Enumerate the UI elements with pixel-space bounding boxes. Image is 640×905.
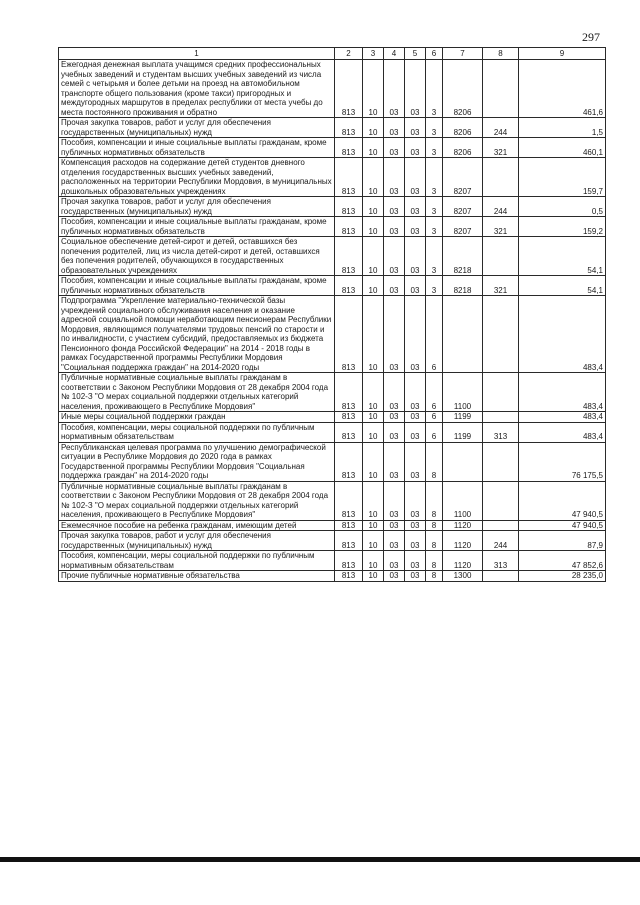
code-subsection: 03	[384, 118, 405, 138]
table-header-row	[59, 48, 606, 60]
code-expense-type	[483, 481, 519, 520]
column-header: 8	[483, 48, 519, 60]
table-row	[59, 373, 606, 412]
table-row	[59, 237, 606, 276]
code-subprogram: 3	[426, 60, 443, 118]
row-description: Ежемесячное пособие на ребенка гражданам, имеющим детей	[59, 520, 335, 531]
code-subsection: 03	[384, 531, 405, 551]
code-subprogram: 3	[426, 276, 443, 296]
column-header: 4	[384, 48, 405, 60]
code-program: 03	[405, 158, 426, 197]
code-admin: 813	[335, 158, 363, 197]
table-row	[59, 412, 606, 423]
row-description: Публичные нормативные социальные выплаты гражданам в соответствии с Законом Республики Мордовия от 28 декабря 2004 года № 102-З "О мерах социальной поддержки отдельных категорий населения, проживающего в Республике Мордовия"	[59, 373, 335, 412]
code-target: 1199	[443, 412, 483, 423]
code-expense-type	[483, 412, 519, 423]
row-amount: 54,1	[519, 237, 606, 276]
table-row	[59, 118, 606, 138]
code-subprogram: 6	[426, 422, 443, 442]
code-subprogram: 8	[426, 442, 443, 481]
code-target: 8207	[443, 217, 483, 237]
table-row	[59, 158, 606, 197]
row-amount: 1,5	[519, 118, 606, 138]
table-row	[59, 442, 606, 481]
code-subsection: 03	[384, 551, 405, 571]
code-subsection: 03	[384, 138, 405, 158]
code-section: 10	[363, 481, 384, 520]
code-section: 10	[363, 217, 384, 237]
code-section: 10	[363, 551, 384, 571]
code-subsection: 03	[384, 442, 405, 481]
row-amount: 483,4	[519, 296, 606, 373]
code-target: 1120	[443, 551, 483, 571]
code-subprogram: 3	[426, 197, 443, 217]
code-subprogram: 3	[426, 158, 443, 197]
code-target: 1120	[443, 520, 483, 531]
code-subsection: 03	[384, 217, 405, 237]
table-row	[59, 551, 606, 571]
row-amount: 483,4	[519, 373, 606, 412]
code-admin: 813	[335, 422, 363, 442]
code-program: 03	[405, 442, 426, 481]
code-section: 10	[363, 138, 384, 158]
code-admin: 813	[335, 520, 363, 531]
column-header: 7	[443, 48, 483, 60]
row-description: Прочая закупка товаров, работ и услуг для обеспечения государственных (муниципальных) нужд	[59, 197, 335, 217]
code-section: 10	[363, 197, 384, 217]
code-target: 8206	[443, 118, 483, 138]
code-target: 8206	[443, 60, 483, 118]
code-section: 10	[363, 520, 384, 531]
code-section: 10	[363, 422, 384, 442]
row-description: Пособия, компенсации и иные социальные выплаты гражданам, кроме публичных нормативных обязательств	[59, 138, 335, 158]
table-row	[59, 422, 606, 442]
code-subsection: 03	[384, 296, 405, 373]
code-subsection: 03	[384, 276, 405, 296]
code-subprogram: 6	[426, 412, 443, 423]
code-target: 1199	[443, 422, 483, 442]
code-target: 1100	[443, 373, 483, 412]
row-description: Прочие публичные нормативные обязательства	[59, 571, 335, 582]
table-row	[59, 296, 606, 373]
budget-table	[58, 47, 606, 582]
row-description: Социальное обеспечение детей-сирот и детей, оставшихся без попечения родителей, лиц из числа детей-сирот и детей, оставшихся без попечения родителей, обучающихся в государственных образовательных учреждениях	[59, 237, 335, 276]
table-row	[59, 571, 606, 582]
code-expense-type	[483, 158, 519, 197]
row-amount: 0,5	[519, 197, 606, 217]
row-description: Иные меры социальной поддержки граждан	[59, 412, 335, 423]
code-expense-type: 321	[483, 217, 519, 237]
table-row	[59, 276, 606, 296]
code-admin: 813	[335, 412, 363, 423]
code-admin: 813	[335, 197, 363, 217]
column-header: 2	[335, 48, 363, 60]
column-header: 6	[426, 48, 443, 60]
code-program: 03	[405, 373, 426, 412]
row-description: Республиканская целевая программа по улучшению демографической ситуации в Республике Мордовия до 2020 года в рамках Государственной программы Республики Мордовия "Социальная поддержка граждан" на 2014-2020 годы	[59, 442, 335, 481]
code-subprogram: 6	[426, 373, 443, 412]
code-expense-type	[483, 237, 519, 276]
code-subsection: 03	[384, 520, 405, 531]
code-section: 10	[363, 276, 384, 296]
code-program: 03	[405, 118, 426, 138]
code-section: 10	[363, 60, 384, 118]
code-admin: 813	[335, 296, 363, 373]
row-amount: 159,2	[519, 217, 606, 237]
code-expense-type: 244	[483, 118, 519, 138]
code-target: 8218	[443, 237, 483, 276]
row-description: Ежегодная денежная выплата учащимся средних профессиональных учебных заведений и студентам высших учебных заведений из числа семей с четырьмя и более детьми на проезд на автомобильном транспорте общего пользования (кроме такси) пригородных и междугородных маршрутов в пределах республики от места учебы до места постоянного проживания и обратно	[59, 60, 335, 118]
code-section: 10	[363, 412, 384, 423]
code-target: 1300	[443, 571, 483, 582]
column-header: 3	[363, 48, 384, 60]
code-subprogram: 3	[426, 138, 443, 158]
row-amount: 76 175,5	[519, 442, 606, 481]
row-description: Публичные нормативные социальные выплаты гражданам в соответствии с Законом Республики Мордовия от 28 декабря 2004 года № 102-З "О мерах социальной поддержки отдельных категорий населения, проживающего в Республике Мордовия"	[59, 481, 335, 520]
code-admin: 813	[335, 237, 363, 276]
code-subprogram: 3	[426, 217, 443, 237]
code-target	[443, 296, 483, 373]
code-program: 03	[405, 276, 426, 296]
code-subprogram: 8	[426, 551, 443, 571]
code-program: 03	[405, 412, 426, 423]
row-amount: 47 852,6	[519, 551, 606, 571]
code-expense-type	[483, 520, 519, 531]
code-program: 03	[405, 237, 426, 276]
code-subsection: 03	[384, 481, 405, 520]
row-description: Пособия, компенсации, меры социальной поддержки по публичным нормативным обязательствам	[59, 551, 335, 571]
code-subsection: 03	[384, 197, 405, 217]
code-program: 03	[405, 217, 426, 237]
column-header: 9	[519, 48, 606, 60]
row-amount: 460,1	[519, 138, 606, 158]
row-amount: 28 235,0	[519, 571, 606, 582]
code-subsection: 03	[384, 237, 405, 276]
row-description: Прочая закупка товаров, работ и услуг для обеспечения государственных (муниципальных) нужд	[59, 531, 335, 551]
row-description: Пособия, компенсации и иные социальные выплаты гражданам, кроме публичных нормативных обязательств	[59, 217, 335, 237]
code-section: 10	[363, 531, 384, 551]
code-target: 8207	[443, 158, 483, 197]
code-expense-type	[483, 571, 519, 582]
table-row	[59, 217, 606, 237]
code-section: 10	[363, 296, 384, 373]
code-expense-type: 244	[483, 531, 519, 551]
table-row	[59, 60, 606, 118]
row-amount: 47 940,5	[519, 520, 606, 531]
code-section: 10	[363, 442, 384, 481]
code-section: 10	[363, 373, 384, 412]
page-number: 297	[582, 30, 600, 44]
code-expense-type	[483, 60, 519, 118]
code-target: 1120	[443, 531, 483, 551]
row-description: Пособия, компенсации, меры социальной поддержки по публичным нормативным обязательствам	[59, 422, 335, 442]
table-row	[59, 138, 606, 158]
code-section: 10	[363, 571, 384, 582]
code-expense-type: 313	[483, 551, 519, 571]
code-admin: 813	[335, 138, 363, 158]
table-row	[59, 481, 606, 520]
code-subprogram: 3	[426, 118, 443, 138]
code-target: 8207	[443, 197, 483, 217]
code-subprogram: 8	[426, 520, 443, 531]
row-description: Подпрограмма "Укрепление материально-технической базы учреждений социального обслуживания населения и оказание адресной социальной помощи неработающим пенсионерам Республики Мордовия, являющимся получателями трудовых пенсий по старости и по инвалидности, с участием субсидий, предоставляемых из бюджета Пенсионного фонда Российской Федерации" на 2014 - 2018 годы в рамках Государственной программы Республики Мордовия "Социальная поддержка граждан" на 2014-2020 годы	[59, 296, 335, 373]
code-expense-type: 244	[483, 197, 519, 217]
code-subsection: 03	[384, 571, 405, 582]
column-header: 5	[405, 48, 426, 60]
code-subsection: 03	[384, 422, 405, 442]
code-subsection: 03	[384, 158, 405, 197]
code-program: 03	[405, 531, 426, 551]
footer-rule	[0, 857, 640, 862]
code-program: 03	[405, 481, 426, 520]
row-amount: 159,7	[519, 158, 606, 197]
code-admin: 813	[335, 481, 363, 520]
row-amount: 87,9	[519, 531, 606, 551]
code-program: 03	[405, 571, 426, 582]
code-admin: 813	[335, 118, 363, 138]
code-program: 03	[405, 138, 426, 158]
table-row	[59, 520, 606, 531]
row-amount: 54,1	[519, 276, 606, 296]
code-expense-type: 321	[483, 138, 519, 158]
code-program: 03	[405, 520, 426, 531]
column-header: 1	[59, 48, 335, 60]
code-section: 10	[363, 237, 384, 276]
code-expense-type	[483, 373, 519, 412]
row-description: Компенсация расходов на содержание детей студентов дневного отделения государственных высших учебных заведений, расположенных на территории Республики Мордовия, в муниципальных дошкольных образовательных учреждениях	[59, 158, 335, 197]
code-admin: 813	[335, 60, 363, 118]
code-target: 8218	[443, 276, 483, 296]
code-target: 1100	[443, 481, 483, 520]
code-target	[443, 442, 483, 481]
code-admin: 813	[335, 373, 363, 412]
code-admin: 813	[335, 551, 363, 571]
code-program: 03	[405, 197, 426, 217]
row-amount: 461,6	[519, 60, 606, 118]
row-amount: 483,4	[519, 412, 606, 423]
code-program: 03	[405, 422, 426, 442]
code-subsection: 03	[384, 60, 405, 118]
code-expense-type: 321	[483, 276, 519, 296]
code-subprogram: 8	[426, 481, 443, 520]
code-subsection: 03	[384, 412, 405, 423]
table-row	[59, 531, 606, 551]
code-subsection: 03	[384, 373, 405, 412]
code-subprogram: 6	[426, 296, 443, 373]
code-admin: 813	[335, 217, 363, 237]
code-admin: 813	[335, 442, 363, 481]
code-subprogram: 8	[426, 531, 443, 551]
code-section: 10	[363, 118, 384, 138]
row-amount: 47 940,5	[519, 481, 606, 520]
code-expense-type	[483, 296, 519, 373]
code-section: 10	[363, 158, 384, 197]
code-subprogram: 8	[426, 571, 443, 582]
code-admin: 813	[335, 276, 363, 296]
code-expense-type	[483, 442, 519, 481]
row-description: Пособия, компенсации и иные социальные выплаты гражданам, кроме публичных нормативных обязательств	[59, 276, 335, 296]
code-admin: 813	[335, 571, 363, 582]
code-program: 03	[405, 60, 426, 118]
code-target: 8206	[443, 138, 483, 158]
code-subprogram: 3	[426, 237, 443, 276]
code-expense-type: 313	[483, 422, 519, 442]
code-admin: 813	[335, 531, 363, 551]
row-amount: 483,4	[519, 422, 606, 442]
row-description: Прочая закупка товаров, работ и услуг для обеспечения государственных (муниципальных) нужд	[59, 118, 335, 138]
table-row	[59, 197, 606, 217]
code-program: 03	[405, 551, 426, 571]
code-program: 03	[405, 296, 426, 373]
